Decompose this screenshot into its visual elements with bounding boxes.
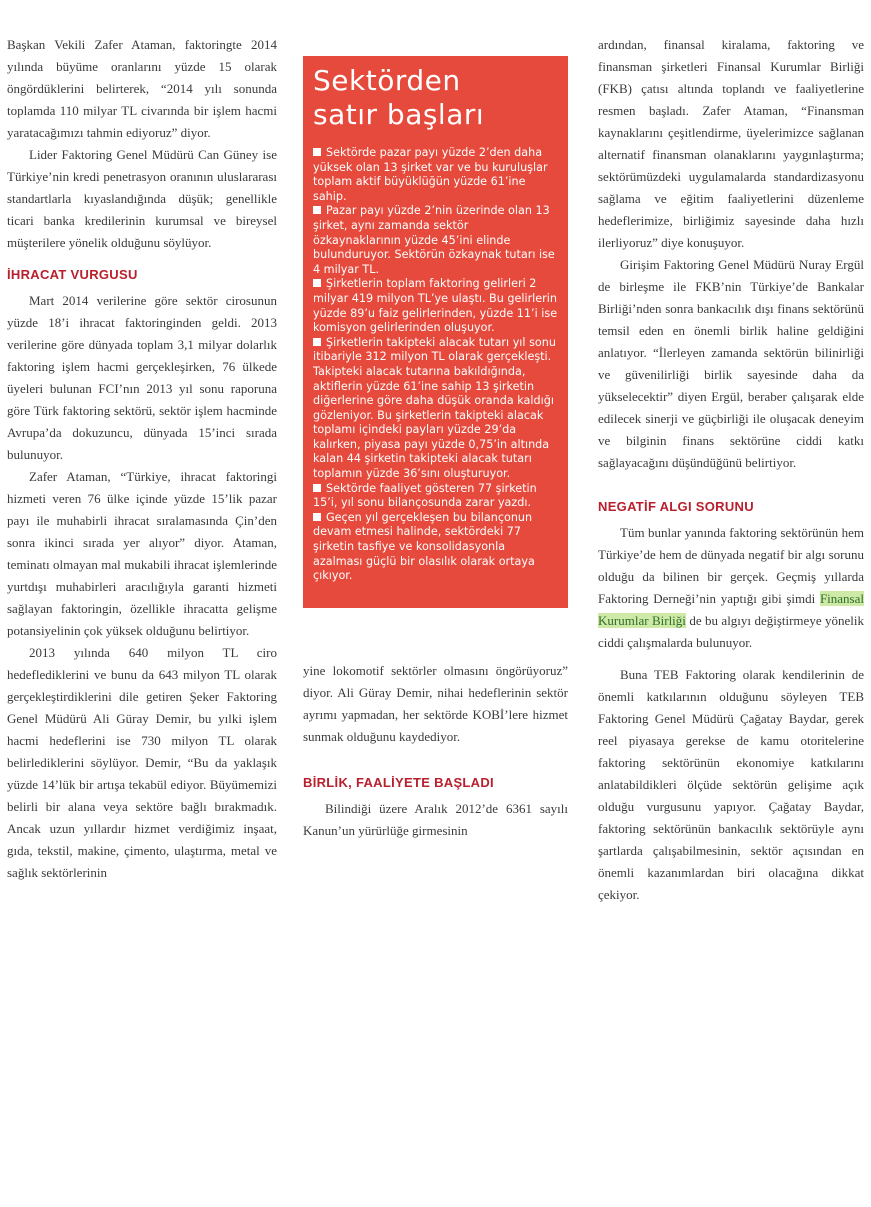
list-item bbox=[313, 482, 558, 511]
square-bullet-icon bbox=[313, 206, 321, 214]
list-item-text: Geçen yıl gerçekleşen bu bilançonun devam etmesi halinde, sektördeki 77 şirketin tasfiye ve konsolidasyonla azalması güçlü bir olasılık olarak ortaya çıkıyor. bbox=[313, 510, 535, 583]
list-item-text: Şirketlerin toplam faktoring gelirleri 2 milyar 419 milyon TL’ye ulaştı. Bu gelirlerin yüzde 89’u faiz gelirlerinden, yüzde 11’i ise komisyon gelirlerinden oluşuyor. bbox=[313, 277, 558, 335]
square-bullet-icon bbox=[313, 513, 321, 521]
section-heading-negatif: NEGATİF ALGI SORUNU bbox=[598, 499, 754, 514]
square-bullet-icon bbox=[313, 279, 321, 287]
paragraph: Girişim Faktoring Genel Müdürü Nuray Ergül de birleşme ile FKB’nin Türkiye’de Bankalar Birliği’nden sonra bankacılık dışı finans sektörünü temsil eden en önemli birlik haline geldiğini anlatıyor. “İlerleyen zamanda sektörün bilinirliği ve güvenilirliği birlik sayesinde daha da yükselecektir” diyen Ergül, beraber çalışarak elde edilecek sinerji ve güçbirliği ile oluşacak deneyim ve bilginin finans sektörüne ciddi katkı sağlayacağını düşündüğünü belirtiyor. bbox=[598, 257, 864, 470]
paragraph: yine lokomotif sektörler olmasını öngörüyoruz” diyor. Ali Güray Demir, nihai hedeflerinin sektör ayrımı yapmadan, her sektörde KOBİ’lere hizmet sunmak olduğunu kaydediyor. bbox=[303, 663, 568, 744]
paragraph: Bilindiği üzere Aralık 2012’de 6361 sayılı Kanun’un yürürlüğe girmesinin bbox=[303, 801, 568, 838]
sidebar-box bbox=[303, 56, 568, 608]
paragraph: Mart 2014 verilerine göre sektör cirosunun yüzde 18’i ihracat faktoringinden geldi. 2013 verilerine göre dünyada toplam 3,1 milyar dolarlık faktoring işlem hacmi gerçekleşirken, 76 ülkede üyeleri bulunan FCI’nın 2013 yıl sonu raporuna göre Türk faktoring sektörü, sektör işlem hacminde Avrupa’da dokuzuncu, dünyada 15’inci sırada bulunuyor. bbox=[7, 293, 277, 462]
highlighted-term: Finansal Kurumlar Birliği bbox=[598, 591, 864, 628]
list-item-text: Şirketlerin takipteki alacak tutarı yıl sonu itibariyle 312 milyon TL olarak gerçekleşti. Takipteki alacak tutarına bakıldığında, aktiflerin yüzde 61’ine sahip 13 şirketin diğerlerine göre daha düşük oranda kaldığı gözleniyor. Bu şirketlerin takipteki alacak toplamı içindeki payları yüzde 29’da kalırken, piyasa payı yüzde 0,75’in altında kalan 44 şirketin takipteki alacak tutarı toplamın yüzde 36’sını oluşturuyor. bbox=[313, 335, 556, 481]
section-heading-ihracat: İHRACAT VURGUSU bbox=[7, 267, 138, 282]
sidebar-title-line-1: Sektörden bbox=[313, 64, 461, 97]
square-bullet-icon bbox=[313, 338, 321, 346]
sidebar-title bbox=[313, 64, 558, 132]
sidebar-list bbox=[313, 146, 558, 584]
sidebar-title-line-2: satır başları bbox=[313, 98, 485, 131]
square-bullet-icon bbox=[313, 148, 321, 156]
paragraph: Zafer Ataman, “Türkiye, ihracat faktoringi hizmeti veren 76 ülke içinde yüzde 15’lik pazar payı ile muhabirli ihracat sıralamasında Çin’den sonra ikinci sırada yer alıyor” diyor. Ataman, teminatı olmayan mal mukabili ihracat işlemlerinde yurtdışı muhabirleri aracılığıyla garanti hizmeti sağlayan faktoringin, özellikle ihracatta gelişme potansiyelinin çok yüksek olduğunu belirtiyor. bbox=[7, 469, 277, 638]
paragraph-text: Tüm bunlar yanında faktoring sektörünün hem Türkiye’de hem de dünyada negatif bir algı sorunu olduğu da bilinen bir gerçek. Geçmiş yıllarda Faktoring Derneği’nin yaptığı gibi şimdi bbox=[598, 525, 864, 606]
list-item bbox=[313, 146, 558, 204]
square-bullet-icon bbox=[313, 484, 321, 492]
paragraph: Lider Faktoring Genel Müdürü Can Güney ise Türkiye’nin kredi penetrasyon oranının uluslararası standartlarla kıyaslandığında düşük; genellikle ticari banka kredilerinin kurumsal ve bireysel müşterilere yönelik olduğunu söylüyor. bbox=[7, 147, 277, 250]
paragraph bbox=[598, 522, 864, 654]
list-item bbox=[313, 336, 558, 482]
paragraph: ardından, finansal kiralama, faktoring ve finansman şirketleri Finansal Kurumlar Birliği (FKB) çatısı altında toplandı ve faaliyetlerine resmen başladı. Zafer Ataman, “Finansman kaynaklarını çeşitlendirme, üyelerimizce sağlanan alternatif finansman olanaklarını yaygınlaştırma; sektörümüzdeki uygulamalarda standardizasyonu sağlama ve eğitim faaliyetlerini düzenleme hedeflerimize, birliğimiz sayesinde daha hızlı ilerliyoruz” diye konuşuyor. bbox=[598, 37, 864, 250]
section-heading-birlik: BİRLİK, FAALİYETE BAŞLADI bbox=[303, 775, 494, 790]
article-column-3 bbox=[598, 34, 864, 906]
paragraph: Buna TEB Faktoring olarak kendilerinin de önemli katkılarının olduğunu söyleyen TEB Faktoring Genel Müdürü Çağatay Baydar, gerek reel piyasaya gerekse de kamu otoritelerine faktoring sektörünün ekonomiye katkılarını anlatabildikleri ölçüde sektörün gelişime açık olduğu vurgusunu yapıyor. Çağatay Baydar, faktoring sektörünün bankacılık sektörüyle aynı şartlarda çalışabilmesinin, sektör açısından en önemli kazanımlardan biri olacağına dikkat çekiyor. bbox=[598, 667, 864, 902]
paragraph-text: de bu algıyı değiştirmeye yönelik ciddi çalışmalarda bulunuyor. bbox=[598, 613, 864, 650]
column-2-text bbox=[303, 660, 568, 842]
list-item-text: Pazar payı yüzde 2’nin üzerinde olan 13 şirket, aynı zamanda sektör özkaynaklarının yüzde 45’ini elinde bulunduruyor. Sektörün özkaynak tutarı ise 4 milyar TL. bbox=[313, 204, 555, 276]
paragraph: 2013 yılında 640 milyon TL ciro hedeflediklerini ve bunu da 643 milyon TL olarak gerçekleştirdiklerini dile getiren Şeker Faktoring Genel Müdürü Ali Güray Demir, bu yılki işlem hacmi hedeflerini ise 730 milyon TL olarak belirlediklerini söylüyor. Demir, “Bu da yaklaşık yüzde 14’lük bir artışa tekabül ediyor. Büyümemizi belirli bir alana veya sektöre bağlı bırakmadık. Ancak uzun yıllardır hizmet verdiğimiz inşaat, gıda, tekstil, makine, çimento, ulaştırma, metal ve sağlık sektörlerinin bbox=[7, 645, 277, 880]
article-column-1 bbox=[7, 34, 277, 884]
list-item bbox=[313, 511, 558, 584]
list-item bbox=[313, 277, 558, 335]
list-item bbox=[313, 204, 558, 277]
list-item-text: Sektörde faaliyet gösteren 77 şirketin 15’i, yıl sonu bilançosunda zarar yazdı. bbox=[313, 481, 537, 510]
paragraph: Başkan Vekili Zafer Ataman, faktoringte 2014 yılında büyüme oranlarını yüzde 15 olarak öngördüklerini belirterek, “2014 yılı sonunda toplamda 110 milyar TL civarında bir işlem hacmi yaratacağımızı tahmin ediyoruz” diyor. bbox=[7, 37, 277, 140]
list-item-text: Sektörde pazar payı yüzde 2’den daha yüksek olan 13 şirket var ve bu kuruluşlar toplam aktif büyüklüğün yüzde 61’ine sahip. bbox=[313, 146, 548, 203]
